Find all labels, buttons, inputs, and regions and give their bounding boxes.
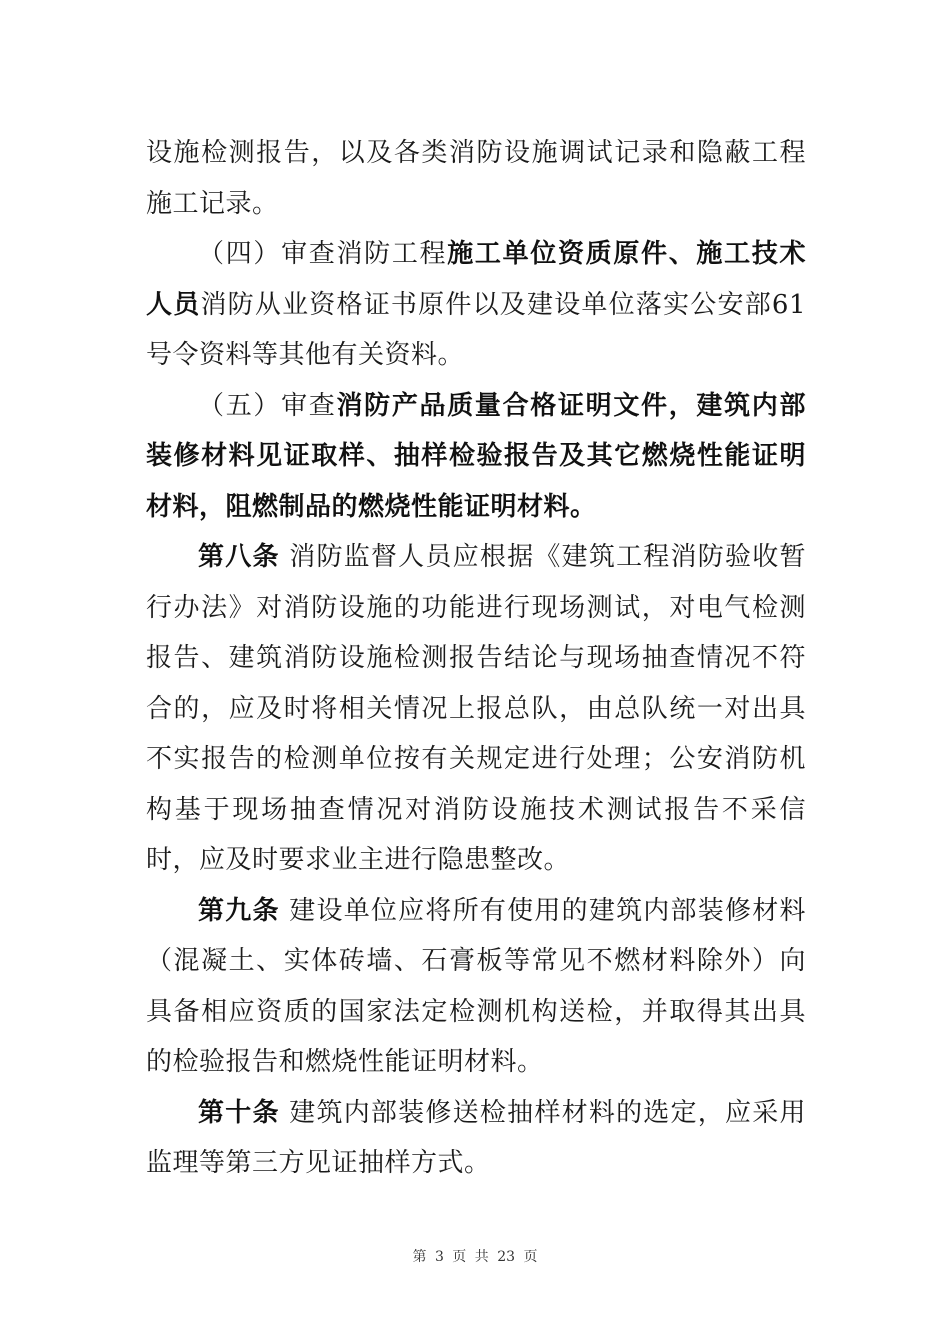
text-run: 建筑内部装修送检抽样材料的选定，应采用监理等第三方见证抽样方式。 (146, 1097, 806, 1178)
page-number-footer: 第 3 页 共 23 页 (412, 1249, 538, 1265)
article-9 (146, 886, 806, 1088)
bold-text-run: 施工单位资质原件、施工技术人员 (146, 239, 806, 320)
paragraph-continuation (146, 128, 806, 229)
text-run: 设施检测报告，以及各类消防设施调试记录和隐蔽工程施工记录。 (146, 138, 806, 219)
paragraph-item-4 (146, 229, 806, 381)
bold-text-run: 消防产品质量合格证明文件，建筑内部装修材料见证取样、抽样检验报告及其它燃烧性能证明材料，阻燃制品的燃烧性能证明材料。 (146, 390, 806, 522)
article-8 (146, 532, 806, 886)
article-heading: 第九条 (198, 895, 280, 926)
document-body (146, 128, 806, 1189)
article-heading: 第八条 (198, 542, 280, 572)
text-run: 消防从业资格证书原件以及建设单位落实公安部61号令资料等其他有关资料。 (146, 289, 806, 370)
text-run: 消防监督人员应根据《建筑工程消防验收暂行办法》对消防设施的功能进行现场测试，对电气检测报告、建筑消防设施检测报告结论与现场抽查情况不符合的，应及时将相关情况上报总队，由总队统一对出具不实报告的检测单位按有关规定进行处理；公安消防机构基于现场抽查情况对消防设施技术测试报告不采信时，应及时要求业主进行隐患整改。 (146, 542, 806, 875)
text-run: （四）审查消防工程 (198, 239, 448, 269)
paragraph-item-5 (146, 381, 806, 533)
article-heading: 第十条 (198, 1097, 280, 1128)
text-run: 建设单位应将所有使用的建筑内部装修材料（混凝土、实体砖墙、石膏板等常见不燃材料除外）向具备相应资质的国家法定检测机构送检，并取得其出具的检验报告和燃烧性能证明材料。 (146, 895, 806, 1077)
article-10 (146, 1088, 806, 1189)
text-run: （五）审查 (198, 390, 337, 421)
